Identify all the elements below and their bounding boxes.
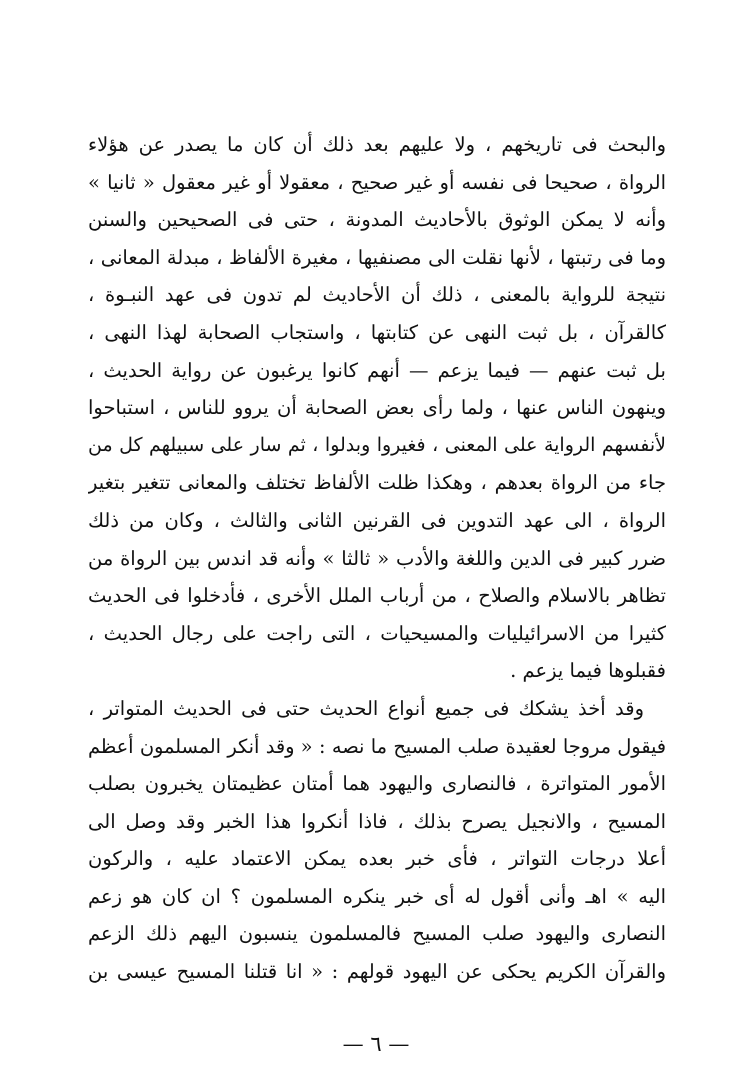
text-line: بل ثبت عنهم — فيما يزعم — أنهم كانوا يرغبون عن رواية الحديث ، (88, 358, 666, 382)
text-line: وقد أخذ يشكك فى جميع أنواع الحديث حتى فى الحديث المتواتر ، (88, 696, 644, 720)
text-line: النصارى واليهود صلب المسيح فالمسلمون ينسبون اليهم ذلك الزعم (88, 922, 666, 946)
text-line: الرواة ، الى عهد التدوين فى القرنين الثانى والثالث ، وكان من ذلك (88, 508, 666, 532)
text-line: المسيح ، والانجيل يصرح بذلك ، فاذا أنكروا هذا الخبر وقد وصل الى (88, 809, 666, 833)
text-line: الرواة ، صحيحا فى نفسه أو غير صحيح ، معقولا أو غير معقول « ثانيا » (88, 170, 666, 194)
page-number: — ٦ — (342, 1032, 410, 1056)
text-line: الأمور المتواترة ، فالنصارى واليهود هما أمتان عظيمتان يخبرون بصلب (88, 772, 666, 796)
text-line: اليه » اهـ وأنى أقول له أى خبر ينكره المسلمون ؟ ان كان هو زعم (88, 884, 666, 908)
paragraph-1 (88, 126, 666, 690)
text-line: نتيجة للرواية بالمعنى ، ذلك أن الأحاديث لم تدون فى عهد النبـوة ، (88, 283, 666, 307)
body-text (88, 126, 666, 991)
text-line: والبحث فى تاريخهم ، ولا عليهم بعد ذلك أن كان ما يصدر عن هؤلاء (88, 133, 666, 156)
text-line: أعلا درجات التواتر ، فأى خبر بعده يمكن الاعتماد عليه ، والركون (88, 847, 666, 871)
text-line: فقبلوها فيما يزعم . (510, 659, 666, 683)
text-line: والقرآن الكريم يحكى عن اليهود قولهم : « انا قتلنا المسيح عيسى بن (88, 960, 666, 984)
text-line: فيقول مروجا لعقيدة صلب المسيح ما نصه : « وقد أنكر المسلمون أعظم (88, 734, 666, 758)
text-line: وينهون الناس عنها ، ولما رأى بعض الصحابة أن يروو للناس ، استباحوا (88, 396, 666, 420)
text-line: ضرر كبير فى الدين واللغة والأدب « ثالثا » وأنه قد اندس بين الرواة من (88, 546, 666, 570)
text-line: كالقرآن ، بل ثبت النهى عن كتابتها ، واستجاب الصحابة لهذا النهى ، (88, 320, 666, 344)
text-line: وما فى رتبتها ، لأنها نقلت الى مصنفيها ، مغيرة الألفاظ ، مبدلة المعانى ، (88, 245, 666, 269)
paragraph-2 (88, 690, 666, 991)
text-line: جاء من الرواة بعدهم ، وهكذا ظلت الألفاظ تختلف والمعانى تتغير بتغير (88, 471, 666, 495)
text-line: تظاهر بالاسلام والصلاح ، من أرباب الملل الأخرى ، فأدخلوا فى الحديث (88, 584, 666, 608)
text-line: لأنفسهم الرواية على المعنى ، فغيروا وبدلوا ، ثم سار على سبيلهم كل من (88, 433, 666, 456)
text-line: وأنه لا يمكن الوثوق بالأحاديث المدونة ، حتى فى الصحيحين والسنن (88, 208, 666, 232)
text-line: كثيرا من الاسرائيليات والمسيحيات ، التى راجت على رجال الحديث ، (88, 621, 666, 645)
